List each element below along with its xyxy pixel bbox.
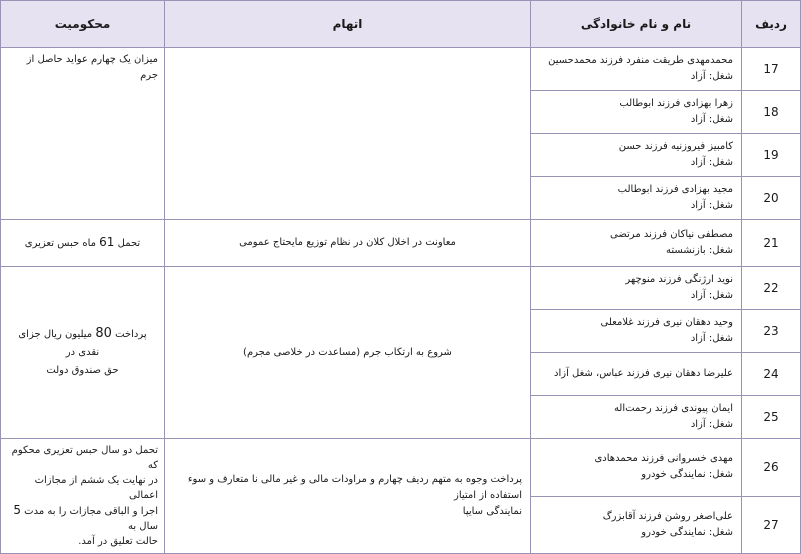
verdict-text-pre: پرداخت	[115, 329, 147, 340]
verdict-text-line1: تحمل دو سال حبس تعزیری محکوم که	[11, 445, 158, 471]
defendant-cell	[531, 134, 742, 177]
charge-cell	[165, 267, 531, 439]
defendant-name: مصطفی نیاکان فرزند مرتضی	[610, 229, 733, 240]
defendant-cell	[531, 267, 742, 310]
row-number: 24	[742, 353, 801, 396]
defendant-cell	[531, 496, 742, 554]
defendant-job: شغل: نمایندگی خودرو	[641, 469, 733, 481]
defendant-job: شغل: آزاد	[690, 333, 733, 344]
header-full-name: نام و نام خانوادگی	[531, 1, 742, 48]
defendant-name: کامبیز فیروزنیه فرزند حسن	[618, 141, 733, 152]
defendant-job: شغل: آزاد	[690, 157, 733, 168]
defendant-name: زهرا بهزادی فرزند ابوطالب	[619, 98, 733, 109]
charge-cell	[165, 48, 531, 220]
defendant-name: علیرضا دهقان نیری فرزند عباس، شغل آزاد	[554, 368, 733, 379]
table-row	[1, 220, 801, 267]
row-number: 27	[742, 496, 801, 554]
defendant-name: مجید بهزادی فرزند ابوطالب	[617, 184, 733, 195]
row-number: 23	[742, 310, 801, 353]
verdict-text-pre: تحمل	[117, 238, 141, 249]
verdict-text: میزان یک چهارم عواید حاصل از جرم	[26, 54, 158, 81]
defendant-job: شغل: نمایندگی خودرو	[641, 526, 733, 538]
row-number: 18	[742, 91, 801, 134]
charge-text-line1: پرداخت وجوه به متهم ردیف چهارم و مراودات مالی و غیر مالی نا متعارف و سوء استفاده از امتیاز	[187, 474, 522, 501]
row-number: 17	[742, 48, 801, 91]
verdict-cell	[1, 439, 165, 554]
defendant-job: شغل: آزاد	[690, 290, 733, 301]
defendant-name: ایمان پیوندی فرزند رحمت‌اله	[613, 403, 733, 414]
verdict-number: 5	[13, 503, 21, 517]
defendant-cell	[531, 220, 742, 267]
defendant-job: شغل: بازنشسته	[666, 245, 733, 256]
table-row	[1, 439, 801, 497]
verdict-text-line4: حالت تعلیق در آمد.	[78, 536, 158, 547]
verdict-cell	[1, 220, 165, 267]
defendant-cell	[531, 439, 742, 497]
defendant-name: نوید ارژنگی فرزند منوچهر	[625, 274, 733, 285]
table-row	[1, 48, 801, 91]
defendant-cell	[531, 177, 742, 220]
table-header-row	[1, 1, 801, 48]
verdict-text-line2: در نهایت یک ششم از مجازات اعمالی	[34, 475, 158, 501]
header-row-number: ردیف	[742, 1, 801, 48]
verdict-text-line3b: سال به	[127, 521, 158, 532]
row-number: 25	[742, 396, 801, 439]
row-number: 26	[742, 439, 801, 497]
defendant-name: مهدی خسروانی فرزند محمدهادی	[594, 453, 733, 465]
charge-cell	[165, 220, 531, 267]
defendant-cell	[531, 396, 742, 439]
row-number: 20	[742, 177, 801, 220]
verdict-text-post: ماه حبس تعزیری	[24, 238, 96, 249]
verdict-number: 61	[99, 235, 115, 249]
charge-cell	[165, 439, 531, 554]
charge-text-line2: نمایندگی سایپا	[462, 506, 522, 517]
defendant-cell	[531, 310, 742, 353]
verdict-cell	[1, 267, 165, 439]
defendant-name: محمدمهدی طریقت منفرد فرزند محمدحسین	[548, 55, 733, 66]
verdict-text-line2: حق صندوق دولت	[46, 365, 119, 376]
verdict-cell	[1, 48, 165, 220]
row-number: 22	[742, 267, 801, 310]
defendant-name: علی‌اصغر روشن فرزند آقابزرگ	[602, 510, 733, 522]
defendant-name: وحید دهقان نیری فرزند غلامعلی	[600, 317, 733, 328]
row-number: 21	[742, 220, 801, 267]
defendant-cell	[531, 353, 742, 396]
header-verdict: محکومیت	[1, 1, 165, 48]
row-number: 19	[742, 134, 801, 177]
verdict-text-line3: اجرا و الباقی مجازات را به مدت	[24, 506, 158, 517]
defendant-job: شغل: آزاد	[690, 114, 733, 125]
charge-text: شروع به ارتکاب جرم (مساعدت در خلاصی مجرم)	[243, 346, 452, 358]
defendant-cell	[531, 91, 742, 134]
defendant-job: شغل: آزاد	[690, 200, 733, 211]
charge-text: معاونت در اخلال کلان در نظام توزیع مایحتاج عمومی	[239, 237, 456, 248]
verdict-number: 80	[95, 326, 112, 341]
table-row	[1, 267, 801, 310]
verdict-text-post: میلیون ریال جزای نقدی در	[18, 329, 100, 358]
defendant-cell	[531, 48, 742, 91]
defendant-job: شغل: آزاد	[690, 419, 733, 430]
defendant-job: شغل: آزاد	[690, 71, 733, 82]
header-charge: اتهام	[165, 1, 531, 48]
